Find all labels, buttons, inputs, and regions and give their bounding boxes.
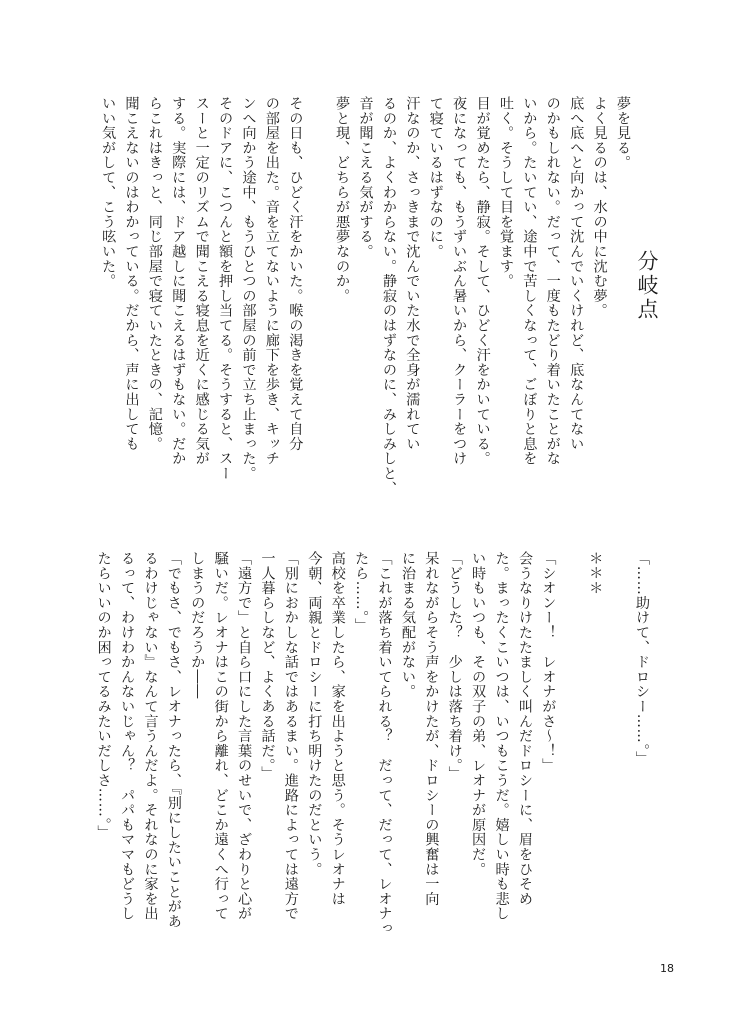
text-line: スーと一定のリズムで聞こえる寝息を近くに感じる気が <box>193 96 210 466</box>
text-line: の部屋を出た。音を立てないように廊下を歩き、キッチ <box>263 96 280 466</box>
text-line: 「これが落ち着いてられる？ だって、だって、レオナっ <box>376 551 393 936</box>
text-line: 夜になっても、もうずいぶん暑いから、クーラーをつけ <box>451 96 468 466</box>
page-number: 18 <box>660 962 674 975</box>
text-line: 騒いだ。レオナはこの街から離れ、どこか遠くへ行って <box>212 551 229 921</box>
text-line: た。まったくこいつは、いつもこうだ。嬉しい時も悲し <box>493 551 510 921</box>
text-line: らこれはきっと、同じ部屋で寝ていたときの、記憶。 <box>146 96 163 452</box>
text-line: るって、わけわかんないじゃん？ パパもママもどうし <box>119 551 136 921</box>
text-line: ＊＊＊ <box>587 551 604 596</box>
text-line: るわけじゃない』なんて言うんだよ。それなのに家を出 <box>142 551 159 921</box>
text-line: しまうのだろうか―― <box>189 551 206 699</box>
text-line: 汗なのか、さっきまで沈んでいた水で全身が濡れてい <box>404 96 421 452</box>
text-line: い時もいつも、その双子の弟、レオナが原因だ。 <box>470 551 487 877</box>
text-line: たら……。」 <box>353 551 370 633</box>
text-line: 「でもさ、でもさ、レオナったら、『別にしたいことがあ <box>165 551 182 929</box>
text-line: 夢と現、どちらが悪夢なのか。 <box>334 96 351 304</box>
text-line: 目が覚めたら、静寂。そして、ひどく汗をかいている。 <box>474 96 491 466</box>
text-line: て寝ているはずなのに。 <box>427 96 444 259</box>
text-line: 聞こえないのはわかっている。だから、声に出しても <box>123 96 140 452</box>
text-line: 「どうした？ 少しは落ち着け。」 <box>446 551 463 781</box>
bottom-text-block <box>91 551 653 939</box>
text-line: 高校を卒業したら、家を出ようと思う。そうレオナは <box>329 551 346 907</box>
chapter-title: 分岐点 <box>635 250 659 322</box>
text-line: たらいいのか困ってるみたいだしさ……。」 <box>95 551 112 840</box>
text-line: 呆れながらそう声をかけたが、ドロシーの興奮は一向 <box>423 551 440 907</box>
text-line: 「……助けて、ドロシー……。」 <box>634 551 650 766</box>
text-line: 「別におかしな話ではあるまい。進路によっては遠方で <box>282 551 299 921</box>
text-line: そのドアに、こつんと額を押し当てる。そうすると、スー <box>217 96 234 481</box>
text-line: する。実際には、ドア越しに聞こえるはずもない。だか <box>170 96 187 466</box>
text-line: のかもしれない。だって、一度もたどり着いたことがな <box>544 96 561 466</box>
text-line: 今朝、両親とドロシーに打ち明けたのだという。 <box>306 551 323 877</box>
text-line: いい気がして、こう呟いた。 <box>100 96 117 289</box>
text-line: るのか、よくわからない。静寂のはずなのに、みしみしと、 <box>380 96 397 496</box>
text-line: いから。たいてい、途中で苦しくなって、ごぼりと息を <box>521 96 538 466</box>
text-line: 会うなりけたたましく叫んだドロシーに、眉をひそめ <box>516 551 533 907</box>
text-line: に治まる気配がない。 <box>399 551 416 699</box>
text-line: 底へ底へと向かって沈んでいくけれど、底なんてない <box>568 96 585 452</box>
top-text-block <box>96 96 634 516</box>
text-line: 夢を見る。 <box>615 96 631 170</box>
text-line: よく見るのは、水の中に沈む夢。 <box>591 96 608 318</box>
text-line: 吐く。そうして目を覚ます。 <box>497 96 514 289</box>
text-line: 「シオンー！ レオナがさ～！」 <box>540 551 557 773</box>
text-line: 「遠方で」と自ら口にした言葉のせいで、ざわりと心が <box>236 551 253 921</box>
text-line: 一人暮らしなど、よくある話だ。」 <box>259 551 276 781</box>
text-line: ンへ向かう途中、もうひとつの部屋の前で立ち止まった。 <box>240 96 257 481</box>
text-line: その日も、ひどく汗をかいた。喉の渇きを覚えて自分 <box>287 96 304 452</box>
text-line: 音が聞こえる気がする。 <box>357 96 374 259</box>
